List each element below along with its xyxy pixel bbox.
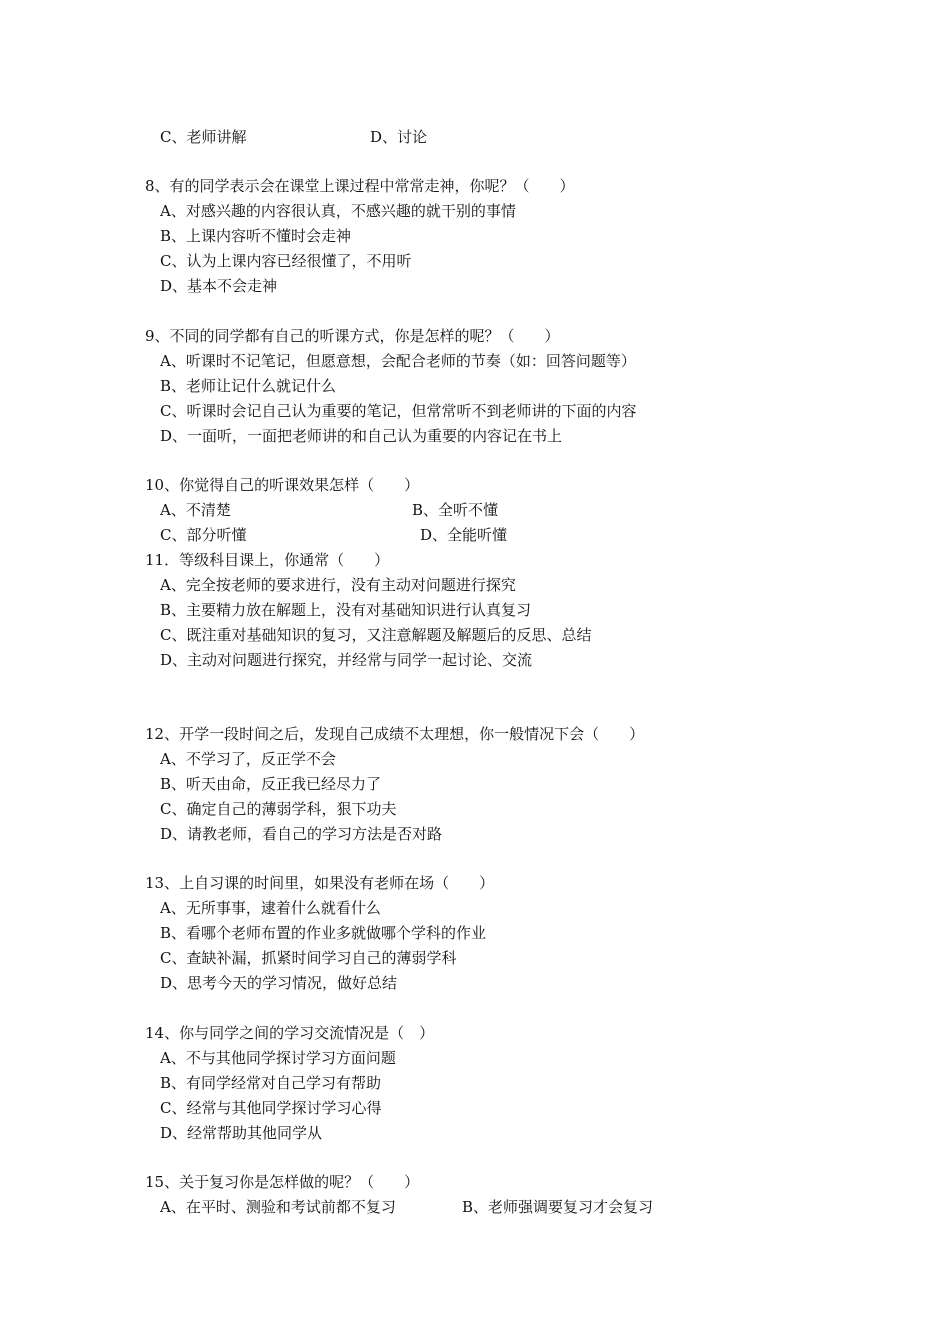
- q13-option-d: D、思考今天的学习情况，做好总结: [160, 974, 398, 992]
- q13-option-a: A、无所事事，逮着什么就看什么: [160, 899, 381, 917]
- q7-option-d: D、讨论: [370, 128, 428, 146]
- q11-option-d: D、主动对问题进行探究，并经常与同学一起讨论、交流: [160, 651, 533, 669]
- q10-option-d: D、全能听懂: [420, 526, 508, 544]
- q14-option-a: A、不与其他同学探讨学习方面问题: [160, 1049, 396, 1067]
- q15-option-a: A、在平时、测验和考试前都不复习: [160, 1198, 396, 1216]
- q8-option-d: D、基本不会走神: [160, 277, 278, 295]
- question-10: 10、你觉得自己的听课效果怎样（ ）: [145, 476, 420, 494]
- question-13: 13、上自习课的时间里，如果没有老师在场（ ）: [145, 874, 495, 892]
- q7-option-c: C、老师讲解: [160, 128, 247, 146]
- question-9: 9、不同的同学都有自己的听课方式，你是怎样的呢？（ ）: [145, 327, 560, 345]
- q8-option-b: B、上课内容听不懂时会走神: [160, 227, 352, 245]
- q8-option-a: A、对感兴趣的内容很认真，不感兴趣的就干别的事情: [160, 202, 516, 220]
- question-15: 15、关于复习你是怎样做的呢？（ ）: [145, 1173, 420, 1191]
- question-14: 14、你与同学之间的学习交流情况是（ ）: [145, 1024, 435, 1042]
- q12-option-b: B、听天由命，反正我已经尽力了: [160, 775, 382, 793]
- q9-option-c: C、听课时会记自己认为重要的笔记，但常常听不到老师讲的下面的内容: [160, 402, 637, 420]
- q8-option-c: C、认为上课内容已经很懂了，不用听: [160, 252, 412, 270]
- question-11: 11．等级科目课上，你通常（ ）: [145, 551, 390, 569]
- question-8: 8、有的同学表示会在课堂上课过程中常常走神，你呢？（ ）: [145, 177, 575, 195]
- q11-option-b: B、主要精力放在解题上，没有对基础知识进行认真复习: [160, 601, 532, 619]
- q9-option-d: D、一面听，一面把老师讲的和自己认为重要的内容记在书上: [160, 427, 563, 445]
- q11-option-c: C、既注重对基础知识的复习，又注意解题及解题后的反思、总结: [160, 626, 592, 644]
- q13-option-c: C、查缺补漏，抓紧时间学习自己的薄弱学科: [160, 949, 457, 967]
- q12-option-c: C、确定自己的薄弱学科，狠下功夫: [160, 800, 397, 818]
- q15-option-b: B、老师强调要复习才会复习: [462, 1198, 654, 1216]
- q14-option-b: B、有同学经常对自己学习有帮助: [160, 1074, 382, 1092]
- question-12: 12、开学一段时间之后，发现自己成绩不太理想，你一般情况下会（ ）: [145, 725, 645, 743]
- q10-option-a: A、不清楚: [160, 501, 231, 519]
- q14-option-c: C、经常与其他同学探讨学习心得: [160, 1099, 382, 1117]
- q11-option-a: A、完全按老师的要求进行，没有主动对问题进行探究: [160, 576, 516, 594]
- q9-option-b: B、老师让记什么就记什么: [160, 377, 337, 395]
- q14-option-d: D、经常帮助其他同学从: [160, 1124, 323, 1142]
- q10-option-b: B、全听不懂: [412, 501, 499, 519]
- q10-option-c: C、部分听懂: [160, 526, 247, 544]
- q12-option-d: D、请教老师，看自己的学习方法是否对路: [160, 825, 443, 843]
- q13-option-b: B、看哪个老师布置的作业多就做哪个学科的作业: [160, 924, 487, 942]
- q12-option-a: A、不学习了，反正学不会: [160, 750, 336, 768]
- q9-option-a: A、听课时不记笔记，但愿意想，会配合老师的节奏（如：回答问题等）: [160, 352, 636, 370]
